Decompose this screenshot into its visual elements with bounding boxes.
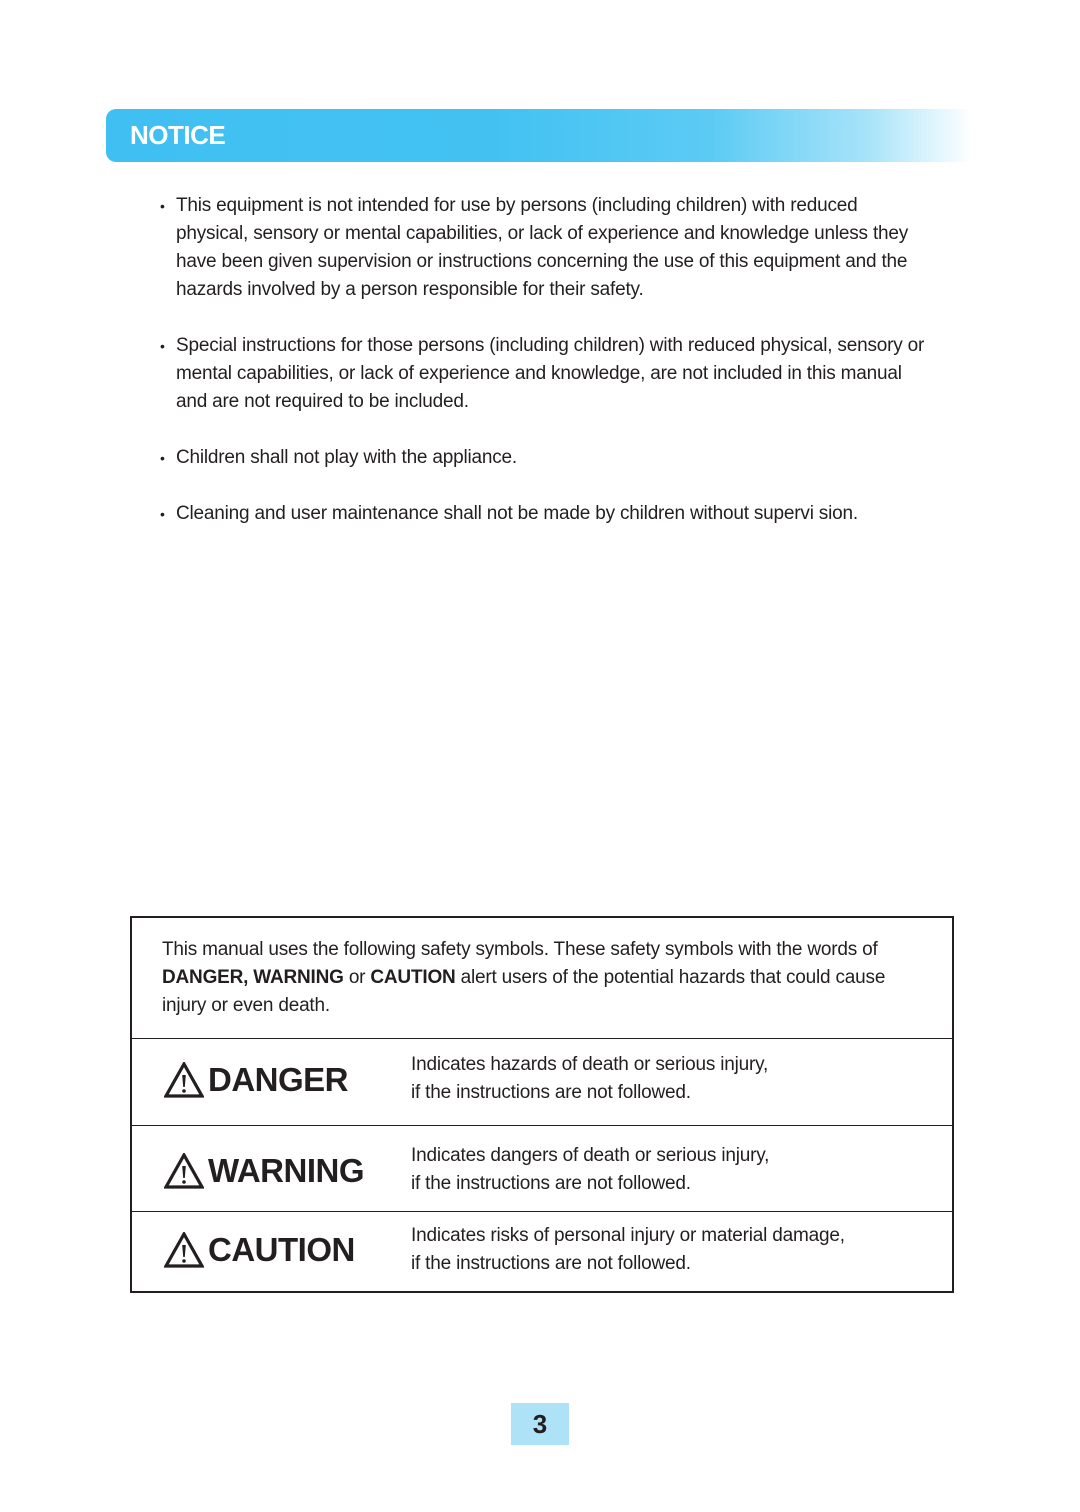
notice-item <box>160 500 930 528</box>
intro-bold-danger-warning: DANGER, WARNING <box>162 967 344 988</box>
notice-item-text: Special instructions for those persons (including children) with reduced physical, sensory or mental capabilities, or lack of experience and knowledge, are not included in this manual and are not required to be included. <box>176 335 925 412</box>
intro-text: or <box>343 967 371 988</box>
intro-text: alert users of the potential hazards that could cause injury or even death. <box>162 967 886 1016</box>
notice-item-text: Cleaning and user maintenance shall not be made by children without supervi sion. <box>176 503 858 524</box>
notice-item <box>160 332 930 416</box>
warning-description <box>411 1142 769 1198</box>
caution-description <box>411 1222 845 1278</box>
warning-label <box>164 1152 364 1190</box>
intro-bold-caution: CAUTION <box>370 967 456 988</box>
danger-word: DANGER <box>208 1061 349 1098</box>
description-line: Indicates risks of personal injury or material damage, <box>411 1225 845 1246</box>
warning-triangle-icon <box>164 1153 204 1189</box>
notice-list <box>160 192 930 556</box>
caution-label <box>164 1231 355 1269</box>
danger-label <box>164 1061 348 1099</box>
description-line: if the instructions are not followed. <box>411 1173 691 1194</box>
bullet-icon: • <box>160 450 165 466</box>
notice-item-text: This equipment is not intended for use by persons (including children) with reduced physical, sensory or mental capabilities, or lack of experience and knowledge unless they have been given supervision or instructions concerning the use of this equipment and the hazards involved by a person responsible for their safety. <box>176 195 909 300</box>
safety-level-warning <box>132 1126 952 1212</box>
description-line: if the instructions are not followed. <box>411 1082 691 1103</box>
warning-triangle-icon <box>164 1232 204 1268</box>
page-number: 3 <box>511 1403 569 1445</box>
notice-title: NOTICE <box>130 120 226 150</box>
bullet-icon: • <box>160 198 165 214</box>
warning-word: WARNING <box>208 1152 364 1189</box>
notice-item <box>160 444 930 472</box>
safety-level-caution <box>132 1212 952 1291</box>
safety-level-danger <box>132 1039 952 1126</box>
danger-description <box>411 1051 768 1107</box>
safety-intro <box>132 918 952 1039</box>
intro-text: This manual uses the following safety symbols. These safety symbols with the words of <box>162 939 878 960</box>
description-line: Indicates hazards of death or serious injury, <box>411 1054 769 1075</box>
warning-triangle-icon <box>164 1062 204 1098</box>
caution-word: CAUTION <box>208 1231 355 1268</box>
notice-header-bar <box>106 109 972 162</box>
safety-symbols-box <box>130 916 954 1293</box>
notice-item-text: Children shall not play with the appliance. <box>176 447 517 468</box>
description-line: Indicates dangers of death or serious injury, <box>411 1145 770 1166</box>
bullet-icon: • <box>160 338 165 354</box>
notice-item <box>160 192 930 304</box>
description-line: if the instructions are not followed. <box>411 1253 691 1274</box>
bullet-icon: • <box>160 506 165 522</box>
